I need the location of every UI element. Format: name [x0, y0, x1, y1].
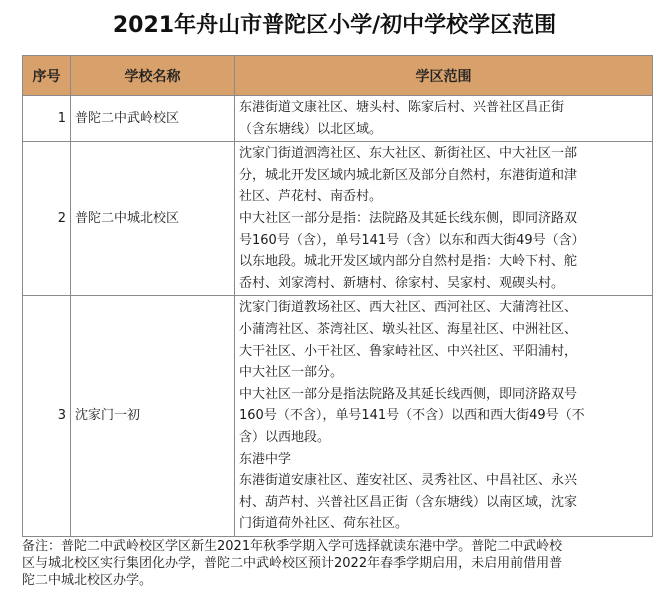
- school-name: 普陀二中城北校区: [71, 142, 235, 296]
- district-area-line: （含东塘线）以北区域。: [239, 121, 383, 137]
- district-area-line: 沈家门街道泗湾社区、东大社区、新街社区、中大社区一部: [239, 146, 578, 162]
- district-area-line: 含）以西地段。: [239, 429, 331, 445]
- table-row: [23, 96, 653, 142]
- district-area-line: 沈家门街道教场社区、西大社区、西河社区、大蒲湾社区、: [239, 300, 578, 316]
- header-school-name: 学校名称: [71, 56, 235, 96]
- district-area: [235, 142, 653, 296]
- district-area-line: 门街道荷外社区、荷东社区。: [239, 516, 409, 532]
- district-area-line: 160号（不含），单号141号（不含）以西和西大街49号（不: [239, 408, 585, 424]
- district-area-line: 东港中学: [239, 451, 292, 467]
- school-name: 沈家门一初: [71, 296, 235, 537]
- table-row: [23, 142, 653, 296]
- district-area-line: 岙村、刘家湾村、新塘村、徐家村、吴家村、观碶头村。: [239, 275, 565, 291]
- footnote-line: 区与城北校区实行集团化办学，普陀二中武岭校区预计2022年春季学期启用，未启用前借用普: [22, 556, 563, 571]
- table-row: [23, 296, 653, 537]
- footnote-line: 备注：普陀二中武岭校区学区新生2021年秋季学期入学可选择就读东港中学。普陀二中武岭校: [22, 539, 563, 554]
- district-area-line: 小蒲湾社区、茶湾社区、墩头社区、海星社区、中洲社区、: [239, 321, 578, 337]
- district-area: [235, 296, 653, 537]
- row-index: 3: [23, 296, 71, 537]
- district-area-line: 中大社区一部分是指：法院路及其延长线东侧，即同济路双: [239, 210, 578, 226]
- district-area-line: 中大社区一部分。: [239, 365, 344, 381]
- district-area-line: 以东地段。城北开发区域内部分自然村是指：大岭下村、舵: [239, 254, 578, 270]
- district-area-line: 东港街道安康社区、莲安社区、灵秀社区、中昌社区、永兴: [239, 473, 578, 489]
- page-title: 2021年舟山市普陀区小学/初中学校学区范围: [112, 13, 557, 38]
- table-body: [23, 96, 653, 537]
- district-area-line: 中大社区一部分是指法院路及其延长线西侧，即同济路双号: [239, 386, 578, 402]
- row-index: 1: [23, 96, 71, 142]
- district-area-line: 大干社区、小干社区、鲁家峙社区、中兴社区、平阳浦村，: [239, 343, 578, 359]
- district-area-line: 村、葫芦村、兴普社区昌正街（含东塘线）以南区域，沈家: [239, 494, 578, 510]
- row-index: 2: [23, 142, 71, 296]
- district-area-line: 社区、芦花村、南岙村。: [239, 189, 383, 205]
- school-name: 普陀二中武岭校区: [71, 96, 235, 142]
- footnote-line: 陀二中城北校区办学。: [22, 573, 153, 588]
- header-index: 序号: [23, 56, 71, 96]
- district-area-line: 分，城北开发区域内城北新区及部分自然村，东港街道和津: [239, 167, 578, 183]
- district-area-line: 东港街道文康社区、塘头村、陈家后村、兴普社区昌正街: [239, 100, 565, 115]
- school-district-table: [22, 55, 653, 537]
- table-header-row: [23, 56, 653, 96]
- header-district-area: 学区范围: [235, 56, 653, 96]
- footnote: [22, 538, 654, 589]
- district-area-line: 号160号（含），单号141号（含）以东和西大街49号（含）: [239, 232, 585, 248]
- district-area: [235, 96, 653, 142]
